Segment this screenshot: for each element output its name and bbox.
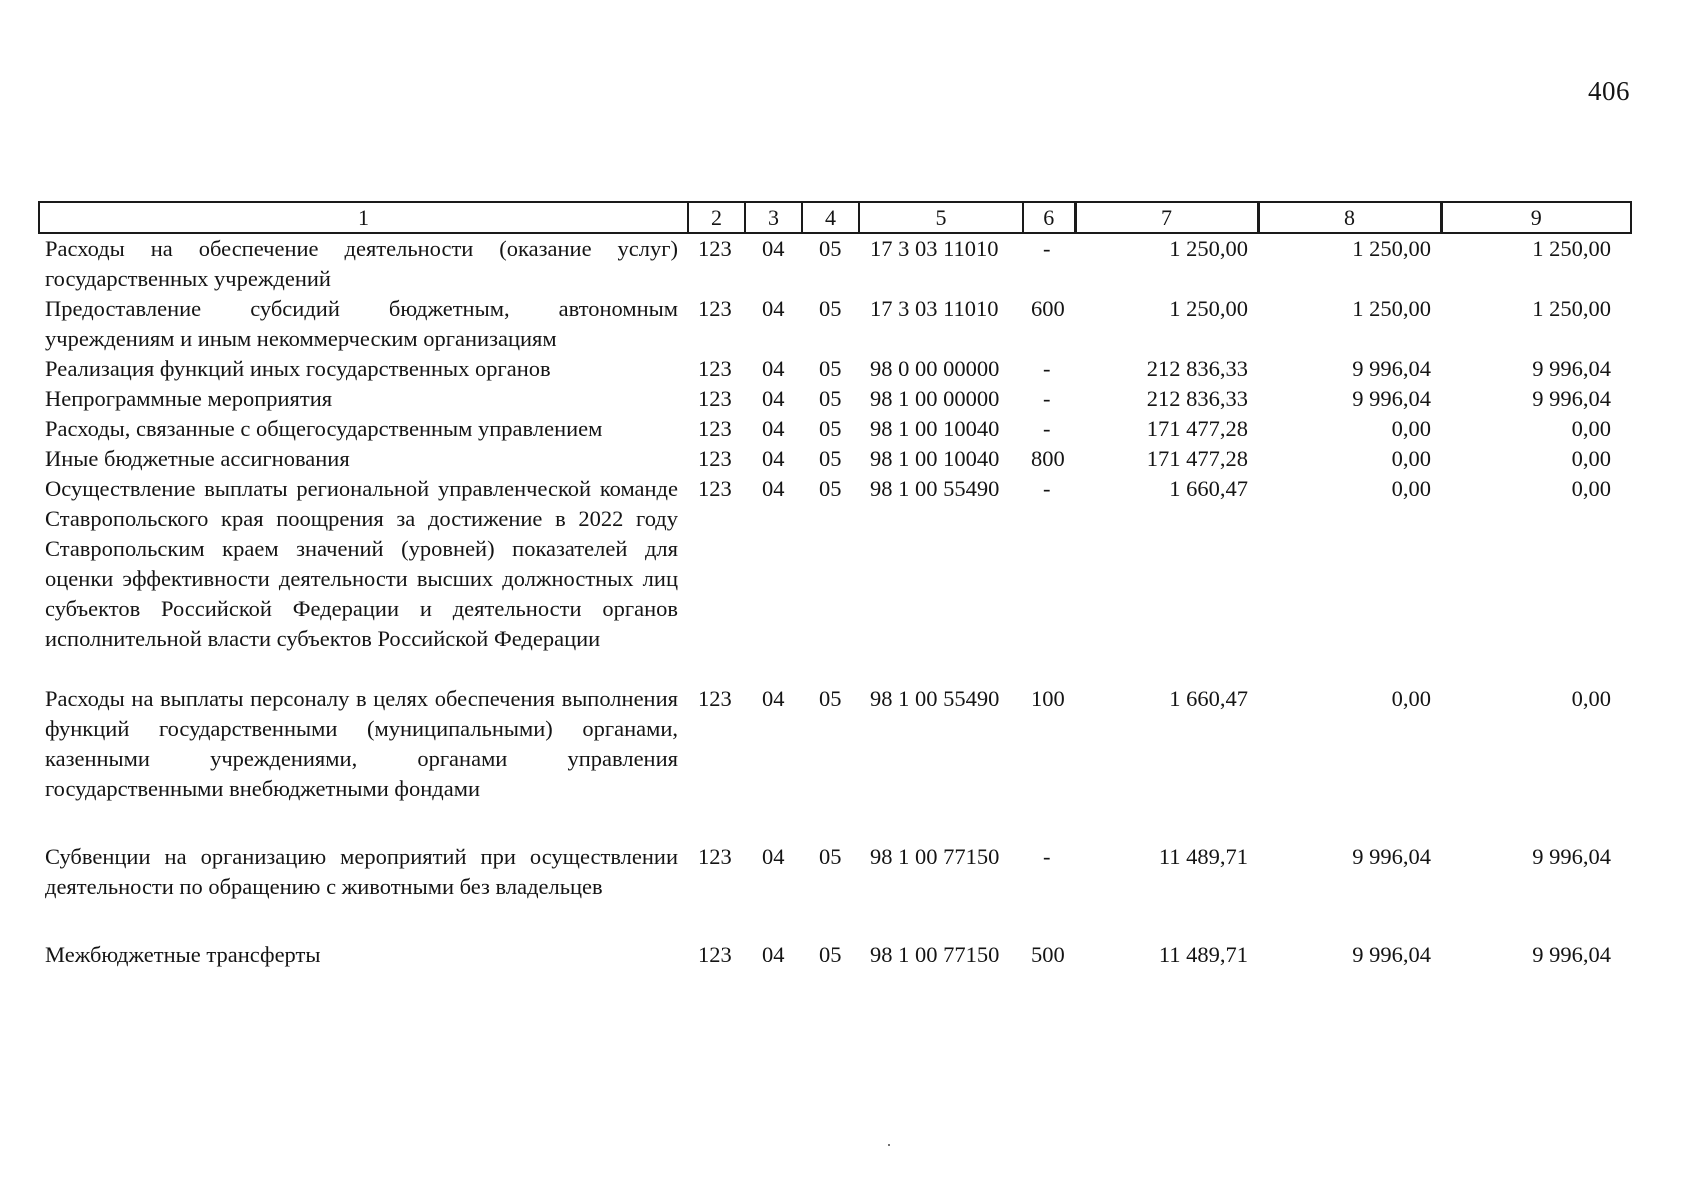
row-amount-col8: 0,00 [1391, 416, 1431, 441]
row-target-code: 98 1 00 77150 [870, 844, 1000, 869]
header-row [39, 202, 1631, 233]
header-col-4: 4 [802, 202, 859, 233]
row-ministry-code: 123 [698, 296, 732, 321]
row-ministry-code: 123 [698, 386, 732, 411]
row-amount-col7: 1 250,00 [1169, 236, 1248, 261]
table-row [39, 474, 1631, 684]
row-section-code: 04 [762, 356, 785, 381]
row-target-code: 98 0 00 00000 [870, 356, 1000, 381]
header-col-1: 1 [39, 202, 688, 233]
row-amount-col8: 9 996,04 [1352, 942, 1431, 967]
row-amount-col7: 11 489,71 [1158, 844, 1248, 869]
row-section-code: 04 [762, 446, 785, 471]
table-row [39, 233, 1631, 294]
row-amount-col8: 0,00 [1391, 476, 1431, 501]
scan-speck [888, 1144, 890, 1146]
row-target-code: 17 3 03 11010 [870, 236, 999, 261]
row-amount-col7: 212 836,33 [1146, 356, 1248, 381]
row-expense-type: - [1043, 844, 1051, 869]
header-col-6: 6 [1023, 202, 1075, 233]
row-expense-type: 600 [1031, 296, 1065, 321]
row-section-code: 04 [762, 844, 785, 869]
row-amount-col7: 171 477,28 [1146, 446, 1248, 471]
row-target-code: 98 1 00 10040 [870, 416, 1000, 441]
row-subsection-code: 05 [819, 686, 842, 711]
row-section-code: 04 [762, 236, 785, 261]
row-section-code: 04 [762, 686, 785, 711]
row-name: Иные бюджетные ассигнования [45, 446, 350, 471]
row-target-code: 17 3 03 11010 [870, 296, 999, 321]
row-target-code: 98 1 00 55490 [870, 686, 1000, 711]
row-expense-type: 800 [1031, 446, 1065, 471]
table-row [39, 842, 1631, 940]
row-subsection-code: 05 [819, 296, 842, 321]
budget-table [38, 201, 1632, 970]
row-ministry-code: 123 [698, 686, 732, 711]
row-amount-col7: 1 660,47 [1169, 686, 1248, 711]
row-name: Непрограммные мероприятия [45, 386, 333, 411]
table-row [39, 354, 1631, 384]
row-amount-col8: 1 250,00 [1352, 236, 1431, 261]
row-subsection-code: 05 [819, 476, 842, 501]
header-col-7: 7 [1075, 202, 1258, 233]
row-amount-col9: 9 996,04 [1532, 942, 1611, 967]
row-name: Субвенции на организацию мероприятий при осуществлении деятельности по обращению с животными без владельцев [45, 844, 678, 899]
row-name: Межбюджетные трансферты [45, 942, 321, 967]
row-expense-type: - [1043, 416, 1051, 441]
row-expense-type: - [1043, 356, 1051, 381]
table-body [39, 233, 1631, 970]
row-amount-col8: 9 996,04 [1352, 356, 1431, 381]
row-amount-col8: 1 250,00 [1352, 296, 1431, 321]
row-amount-col8: 9 996,04 [1352, 386, 1431, 411]
row-amount-col7: 212 836,33 [1146, 386, 1248, 411]
row-amount-col7: 171 477,28 [1146, 416, 1248, 441]
row-section-code: 04 [762, 416, 785, 441]
row-subsection-code: 05 [819, 356, 842, 381]
row-name: Расходы на обеспечение деятельности (оказание услуг) государственных учреждений [45, 236, 678, 291]
row-amount-col9: 9 996,04 [1532, 844, 1611, 869]
row-amount-col9: 0,00 [1571, 416, 1611, 441]
row-subsection-code: 05 [819, 416, 842, 441]
row-amount-col7: 1 250,00 [1169, 296, 1248, 321]
table-row [39, 684, 1631, 842]
row-ministry-code: 123 [698, 236, 732, 261]
row-subsection-code: 05 [819, 386, 842, 411]
header-col-9: 9 [1441, 202, 1631, 233]
row-amount-col9: 9 996,04 [1532, 356, 1611, 381]
row-amount-col9: 1 250,00 [1532, 236, 1611, 261]
row-section-code: 04 [762, 942, 785, 967]
row-amount-col9: 0,00 [1571, 686, 1611, 711]
row-section-code: 04 [762, 476, 785, 501]
row-expense-type: 100 [1031, 686, 1065, 711]
row-name: Расходы, связанные с общегосударственным управлением [45, 416, 603, 441]
table-row [39, 384, 1631, 414]
row-amount-col7: 11 489,71 [1158, 942, 1248, 967]
row-ministry-code: 123 [698, 476, 732, 501]
row-section-code: 04 [762, 296, 785, 321]
row-amount-col8: 9 996,04 [1352, 844, 1431, 869]
row-name: Реализация функций иных государственных органов [45, 356, 551, 381]
row-ministry-code: 123 [698, 446, 732, 471]
row-expense-type: - [1043, 386, 1051, 411]
row-subsection-code: 05 [819, 446, 842, 471]
row-name: Предоставление субсидий бюджетным, автономным учреждениям и иным некоммерческим организациям [45, 296, 678, 351]
row-amount-col8: 0,00 [1391, 446, 1431, 471]
row-name: Расходы на выплаты персоналу в целях обеспечения выполнения функций государственными (муниципальными) органами, казенными учреждениями, органами управления государственными внебюджетными фондами [45, 686, 678, 801]
row-ministry-code: 123 [698, 356, 732, 381]
page-number: 406 [1588, 76, 1630, 106]
row-subsection-code: 05 [819, 844, 842, 869]
row-subsection-code: 05 [819, 942, 842, 967]
header-col-3: 3 [745, 202, 802, 233]
row-expense-type: 500 [1031, 942, 1065, 967]
row-amount-col8: 0,00 [1391, 686, 1431, 711]
row-ministry-code: 123 [698, 416, 732, 441]
row-ministry-code: 123 [698, 844, 732, 869]
row-expense-type: - [1043, 236, 1051, 261]
table-row [39, 294, 1631, 354]
row-amount-col7: 1 660,47 [1169, 476, 1248, 501]
row-amount-col9: 0,00 [1571, 446, 1611, 471]
row-name: Осуществление выплаты региональной управленческой команде Ставропольского края поощрения за достижение в 2022 году Ставропольским краем значений (уровней) показателей для оценки эффективности деятельности высших должностных лиц субъектов Российской Федерации и деятельности органов исполнительной власти субъектов Российской Федерации [45, 476, 678, 651]
header-col-8: 8 [1258, 202, 1441, 233]
row-amount-col9: 0,00 [1571, 476, 1611, 501]
table-row [39, 940, 1631, 970]
row-ministry-code: 123 [698, 942, 732, 967]
row-amount-col9: 1 250,00 [1532, 296, 1611, 321]
row-target-code: 98 1 00 10040 [870, 446, 1000, 471]
table-header [39, 202, 1631, 233]
row-amount-col9: 9 996,04 [1532, 386, 1611, 411]
row-target-code: 98 1 00 77150 [870, 942, 1000, 967]
row-subsection-code: 05 [819, 236, 842, 261]
row-target-code: 98 1 00 00000 [870, 386, 1000, 411]
header-col-2: 2 [688, 202, 745, 233]
row-target-code: 98 1 00 55490 [870, 476, 1000, 501]
header-col-5: 5 [859, 202, 1023, 233]
row-section-code: 04 [762, 386, 785, 411]
table-row [39, 444, 1631, 474]
row-expense-type: - [1043, 476, 1051, 501]
table-row [39, 414, 1631, 444]
